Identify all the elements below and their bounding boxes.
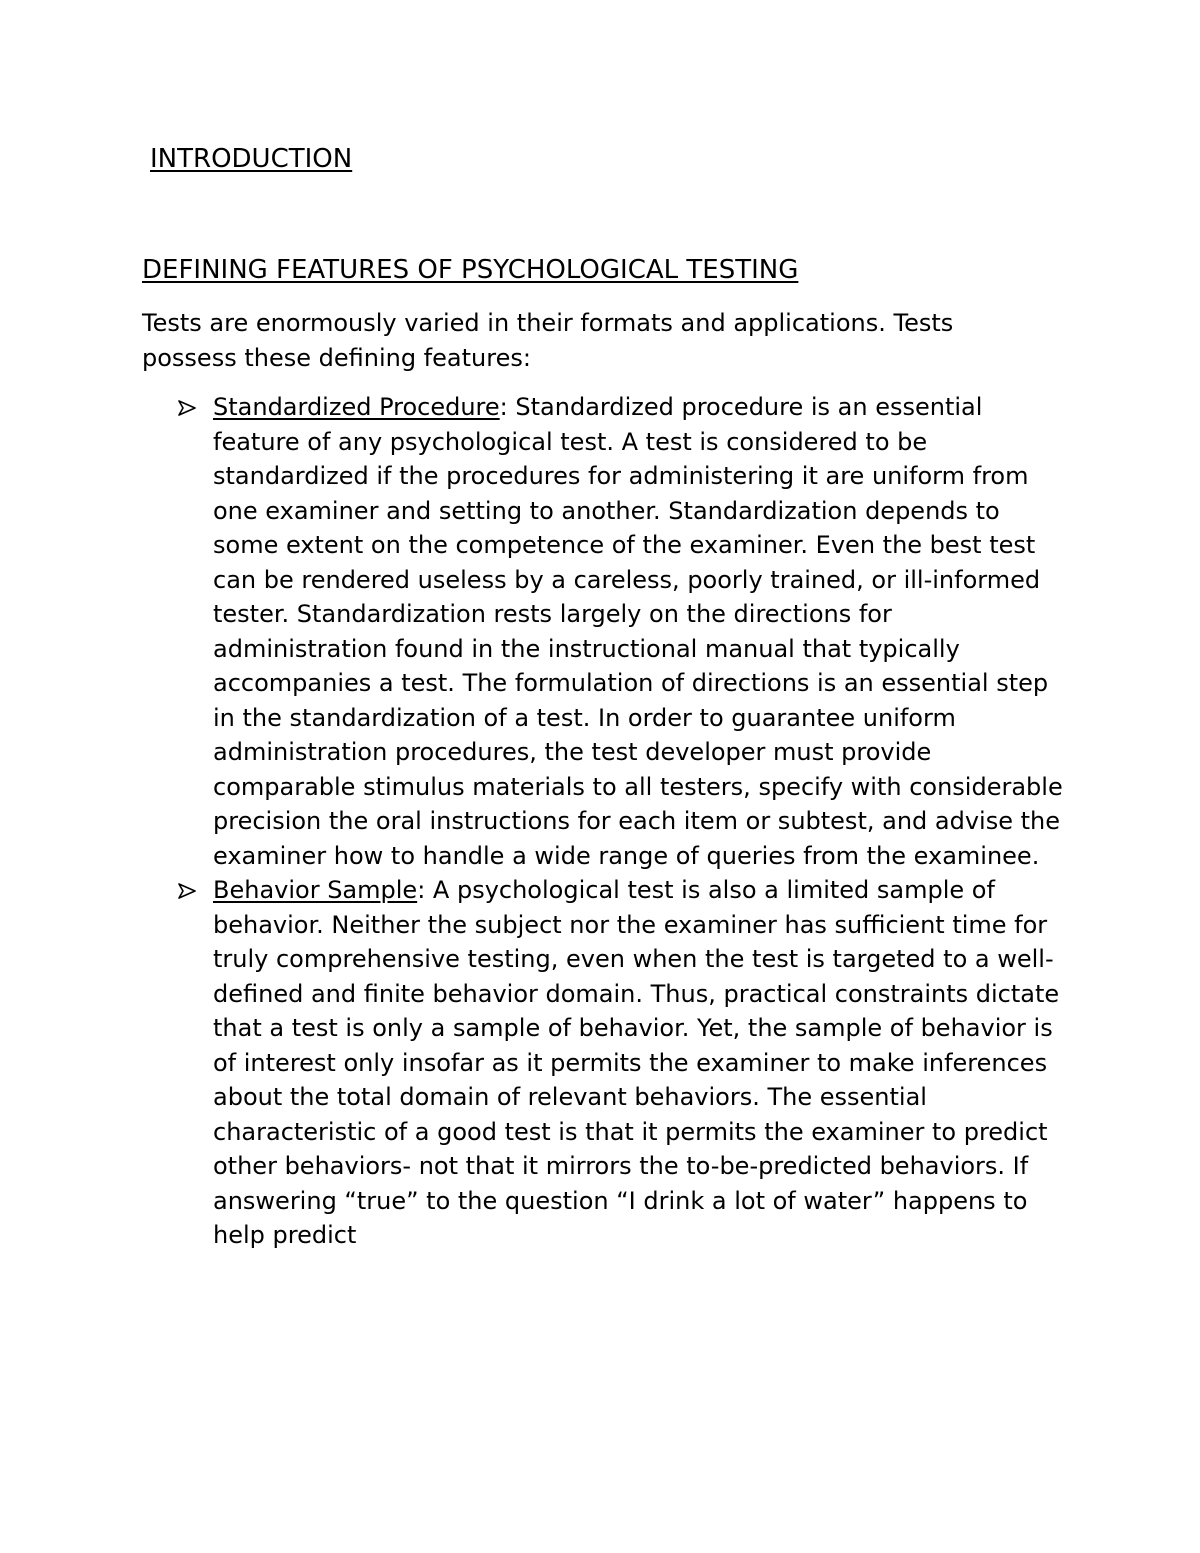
feature-description: Standardized procedure is an essential feature of any psychological test. A test is considered to be standardized if the procedures for administering it are uniform from one examiner and setting to another. Standardization depends to some extent on the competence of the examiner. Even the best test can be rendered useless by a careless, poorly trained, or ill-informed tester. Standardization rests largely on the directions for administration found in the instructional manual that typically accompanies a test. The formulation of directions is an essential step in the standardization of a test. In order to guarantee uniform administration procedures, the test developer must provide comparable stimulus materials to all testers, specify with considerable precision the oral instructions for each item or subtest, and advise the examiner how to handle a wide range of queries from the examinee. xyxy=(213,393,1063,870)
intro-paragraph: Tests are enormously varied in their formats and applications. Tests possess these defining features: xyxy=(142,309,954,372)
arrowhead-bullet-icon xyxy=(178,873,196,899)
list-item xyxy=(142,873,1072,1253)
feature-separator: : xyxy=(417,876,426,904)
feature-term: Behavior Sample xyxy=(213,876,418,904)
feature-term: Standardized Procedure xyxy=(213,393,500,421)
section-title: DEFINING FEATURES OF PSYCHOLOGICAL TESTING xyxy=(142,255,799,285)
page-heading: INTRODUCTION xyxy=(150,144,353,174)
feature-list xyxy=(142,390,1072,1253)
arrowhead-bullet-icon xyxy=(178,390,196,416)
list-item xyxy=(142,390,1072,873)
feature-description: A psychological test is also a limited sample of behavior. Neither the subject nor the examiner has sufficient time for truly comprehensive testing, even when the test is targeted to a well-defined and finite behavior domain. Thus, practical constraints dictate that a test is only a sample of behavior. Yet, the sample of behavior is of interest only insofar as it permits the examiner to make inferences about the total domain of relevant behaviors. The essential characteristic of a good test is that it permits the examiner to predict other behaviors- not that it mirrors the to-be-predicted behaviors. If answering “true” to the question “I drink a lot of water” happens to help predict xyxy=(213,876,1060,1249)
feature-separator: : xyxy=(499,393,508,421)
